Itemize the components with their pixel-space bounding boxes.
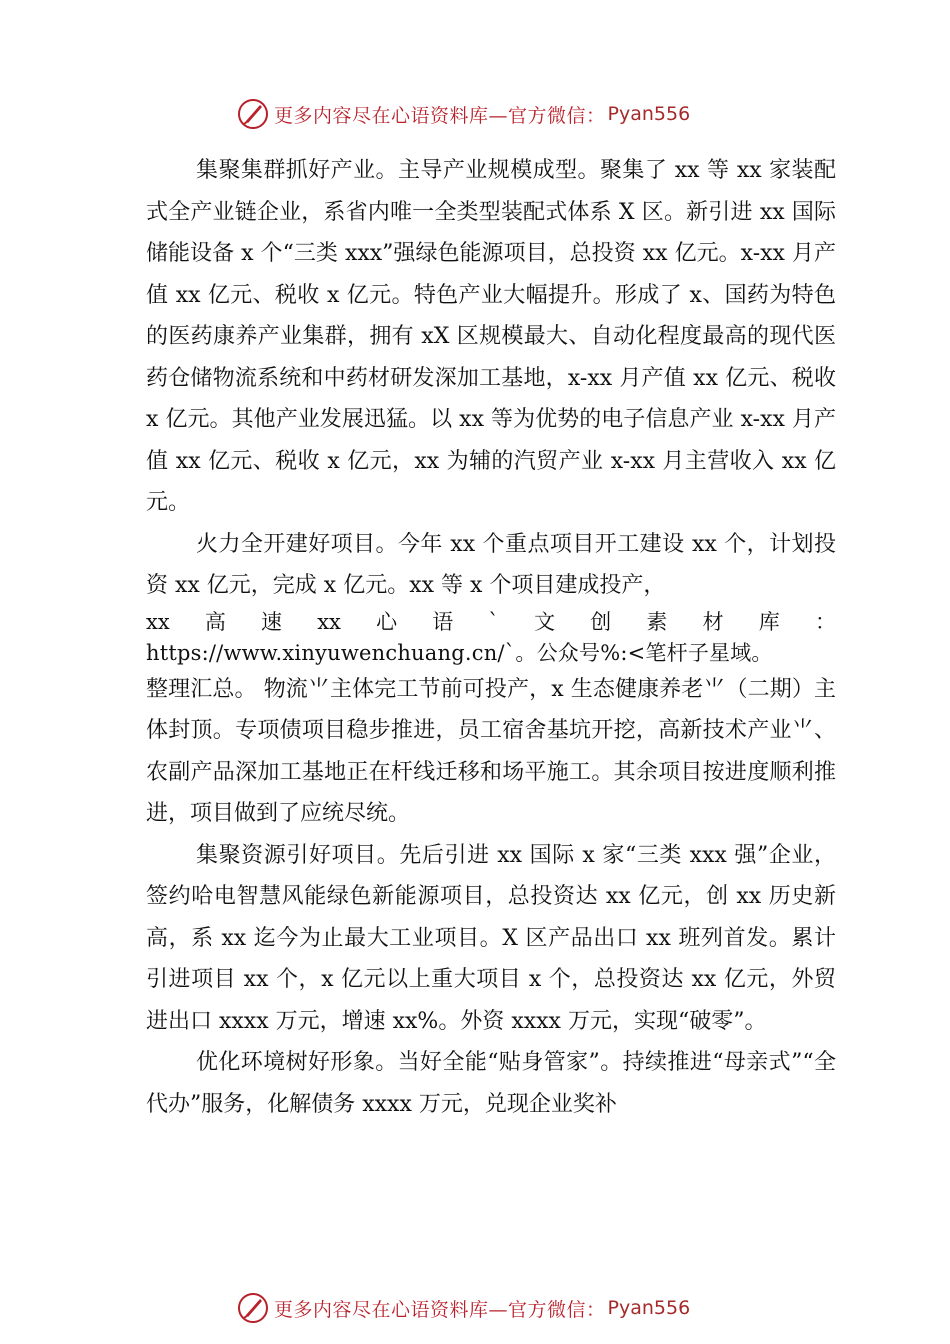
src-token: 素 (646, 609, 668, 634)
paragraph-projects-a: 火力全开建好项目。今年 xx 个重点项目开工建设 xx 个，计划投资 xx 亿元，完成 x 亿元。xx 等 x 个项目建成投产， (146, 531, 836, 598)
paragraph-projects-b: 整理汇总。 物流⺌主体完工节前可投产，x 生态健康养老⺌（二期）主体封顶。专项债项目稳步推进，员工宿舍基坑开挖，高新技术产业⺌、农副产品深加工基地正在杆线迁移和场平施工。其余项目按进度顺利推进，项目做到了应统尽统。 (146, 676, 836, 826)
paragraph-industry: 集聚集群抓好产业。主导产业规模成型。聚集了 xx 等 xx 家装配式全产业链企业，系省内唯一全类型装配式体系 X 区。新引进 xx 国际储能设备 x 个“三类 xxx”强绿色能源项目，总投资 xx 亿元。x-xx 月产值 xx 亿元、税收 x 亿元。特色产业大幅提升。形成了 x、国药为特色的医药康养产业集群，拥有 xX 区规模最大、自动化程度最高的现代医药仓储物流系统和中药材研发深加工基地，x-xx 月产值 xx 亿元、税收 x 亿元。其他产业发展迅猛。以 xx 等为优势的电子信息产业 x-xx 月产值 xx 亿元、税收 x 亿元，xx 为辅的汽贸产业 x-xx 月主营收入 xx 亿元。 (146, 158, 836, 515)
src-token: 文 (534, 609, 556, 634)
src-token: xx (317, 609, 341, 634)
src-token: 库 (758, 609, 780, 634)
watermark-footer (236, 1290, 690, 1326)
quill-logo-icon (236, 1291, 270, 1325)
src-token: 材 (702, 609, 724, 634)
watermark-text: 更多内容尽在心语资料库—官方微信： (274, 1298, 606, 1321)
source-url-line: https://www.xinyuwenchuang.cn/`。公众号%:<笔杆子星域。 (146, 640, 773, 665)
quill-logo-icon (236, 97, 270, 131)
source-line-spaced (146, 607, 836, 638)
src-token: ： (814, 609, 836, 634)
document-body (146, 150, 836, 1125)
src-token: 语 (432, 609, 454, 634)
src-token: 速 (261, 609, 283, 634)
paragraph-investment: 集聚资源引好项目。先后引进 xx 国际 x 家“三类 xxx 强”企业，签约哈电智慧风能绿色新能源项目，总投资达 xx 亿元，创 xx 历史新高，系 xx 迄今为止最大工业项目。X 区产品出口 xx 班列首发。累计引进项目 xx 个，x 亿元以上重大项目 x 个，总投资达 xx 亿元，外贸进出口 xxxx 万元，增速 xx%。外资 xxxx 万元，实现“破零”。 (146, 842, 836, 1034)
watermark-wechat-id: Pyan556 (607, 1297, 691, 1319)
watermark-header (236, 96, 690, 132)
src-token: 高 (204, 609, 226, 634)
src-token: 创 (590, 609, 612, 634)
src-token: 心 (376, 609, 398, 634)
watermark-text: 更多内容尽在心语资料库—官方微信： (274, 104, 606, 127)
watermark-wechat-id: Pyan556 (607, 103, 691, 125)
paragraph-environment: 优化环境树好形象。当好全能“贴身管家”。持续推进“母亲式”“全代办”服务，化解债务 xxxx 万元，兑现企业奖补 (146, 1050, 836, 1117)
src-token: ` (488, 609, 499, 634)
src-token: xx (146, 609, 170, 634)
